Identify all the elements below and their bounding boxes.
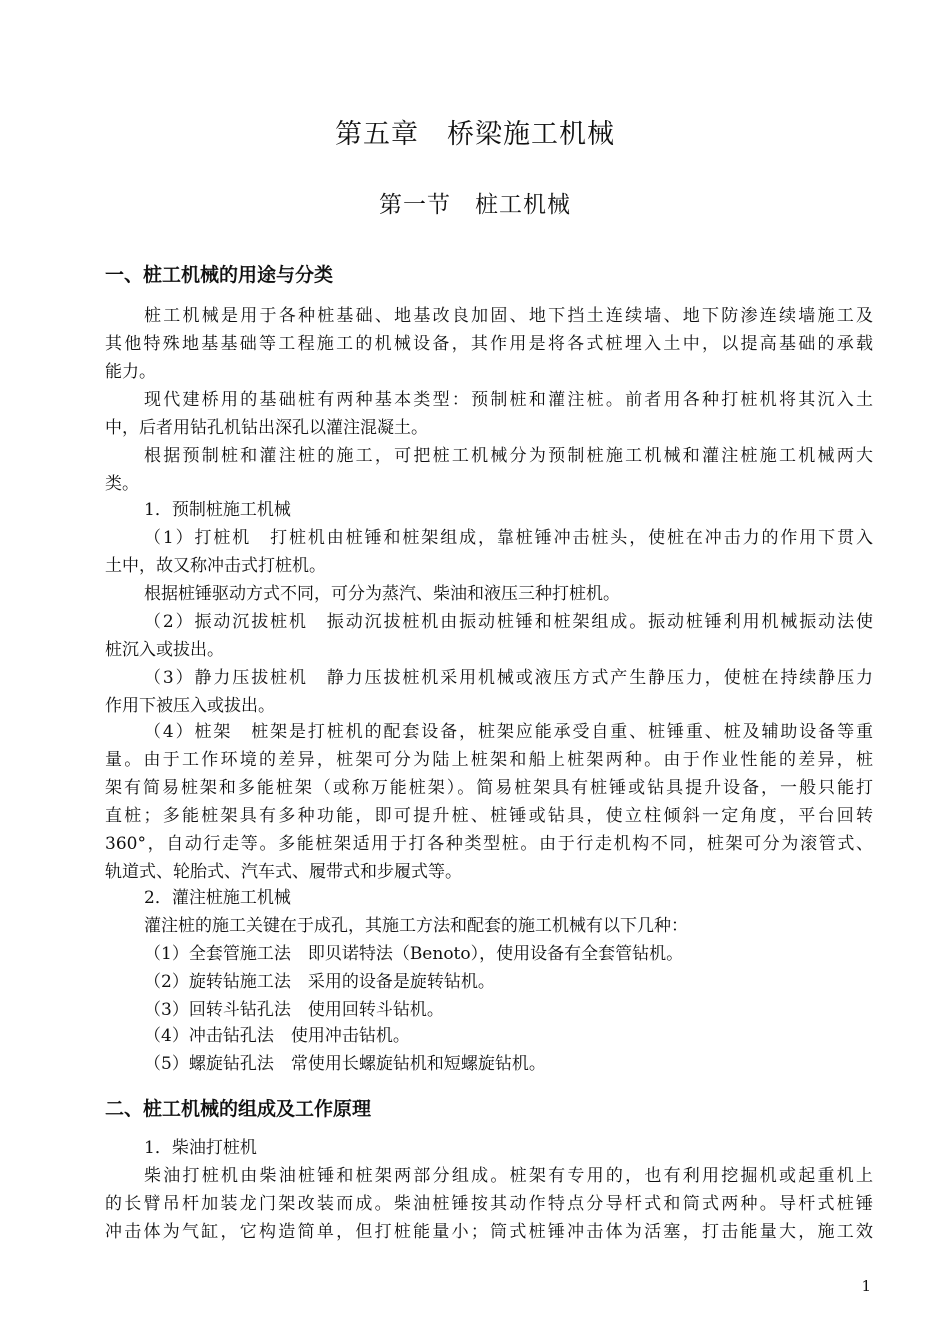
paragraph-line: 桩工机械是用于各种桩基础、地基改良加固、地下挡土连续墙、地下防渗连续墙施工及: [144, 306, 873, 326]
subheading-precast-pile-machinery: 1．预制桩施工机械: [144, 500, 291, 520]
subheading-diesel-pile-driver: 1．柴油打桩机: [144, 1138, 257, 1158]
paragraph-line: 直桩；多能桩架具有多种功能，即可提升桩、桩锤或钻具，使立柱倾斜一定角度，平台回转: [105, 806, 873, 826]
paragraph-line: 架有简易桩架和多能桩架（或称万能桩架）。简易桩架具有桩锤或钻具提升设备，一般只能打: [105, 778, 873, 798]
paragraph-line: 桩沉入或拔出。: [105, 640, 224, 660]
list-item: （4）冲击钻孔法 使用冲击钻机。: [144, 1026, 410, 1046]
paragraph-line: 柴油打桩机由柴油桩锤和桩架两部分组成。桩架有专用的，也有利用挖掘机或起重机上: [144, 1166, 873, 1186]
paragraph-line: 作用下被压入或拔出。: [105, 696, 275, 716]
paragraph-line: （1）打桩机 打桩机由桩锤和桩架组成，靠桩锤冲击桩头，使桩在冲击力的作用下贯入: [144, 528, 873, 548]
list-item: （3）回转斗钻孔法 使用回转斗钻机。: [144, 1000, 444, 1020]
paragraph-line: 的长臂吊杆加装龙门架改装而成。柴油桩锤按其动作特点分导杆式和筒式两种。导杆式桩锤: [105, 1194, 873, 1214]
list-item: （1）全套管施工法 即贝诺特法（Benoto），使用设备有全套管钻机。: [144, 944, 684, 964]
paragraph-line: （4）桩架 桩架是打桩机的配套设备，桩架应能承受自重、桩锤重、桩及辅助设备等重: [144, 722, 873, 742]
paragraph-line: 冲击体为气缸，它构造简单，但打桩能量小；筒式桩锤冲击体为活塞，打击能量大，施工效: [105, 1222, 873, 1242]
paragraph-line: 现代建桥用的基础桩有两种基本类型：预制桩和灌注桩。前者用各种打桩机将其沉入土: [144, 390, 873, 410]
page-number: 1: [861, 1277, 871, 1295]
paragraph-line: （3）静力压拔桩机 静力压拔桩机采用机械或液压方式产生静压力，使桩在持续静压力: [144, 668, 873, 688]
list-item: （2）旋转钻施工法 采用的设备是旋转钻机。: [144, 972, 495, 992]
paragraph-line: 能力。: [105, 362, 156, 382]
paragraph-line: 根据桩锤驱动方式不同，可分为蒸汽、柴油和液压三种打桩机。: [144, 584, 620, 604]
section-title: 第一节 桩工机械: [379, 192, 571, 218]
heading-composition-and-principle: 二、桩工机械的组成及工作原理: [105, 1098, 372, 1120]
paragraph-line: 量。由于工作环境的差异，桩架可分为陆上桩架和船上桩架两种。由于作业性能的差异，桩: [105, 750, 873, 770]
paragraph-line: 根据预制桩和灌注桩的施工，可把桩工机械分为预制桩施工机械和灌注桩施工机械两大: [144, 446, 873, 466]
paragraph-line: 土中，故又称冲击式打桩机。: [105, 556, 326, 576]
paragraph-line: 灌注桩的施工关键在于成孔，其施工方法和配套的施工机械有以下几种：: [144, 916, 688, 936]
heading-uses-and-classification: 一、桩工机械的用途与分类: [105, 264, 334, 286]
paragraph-line: （2）振动沉拔桩机 振动沉拔桩机由振动桩锤和桩架组成。振动桩锤利用机械振动法使: [144, 612, 873, 632]
list-item: （5）螺旋钻孔法 常使用长螺旋钻机和短螺旋钻机。: [144, 1054, 546, 1074]
subheading-bored-pile-machinery: 2．灌注桩施工机械: [144, 888, 291, 908]
paragraph-line: 360°，自动行走等。多能桩架适用于打各种类型桩。由于行走机构不同，桩架可分为滚管式、: [105, 834, 873, 854]
chapter-title: 第五章 桥梁施工机械: [335, 119, 615, 150]
paragraph-line: 轨道式、轮胎式、汽车式、履带式和步履式等。: [105, 862, 462, 882]
paragraph-line: 其他特殊地基基础等工程施工的机械设备，其作用是将各式桩埋入土中，以提高基础的承载: [105, 334, 873, 354]
paragraph-line: 中，后者用钻孔机钻出深孔以灌注混凝土。: [105, 418, 428, 438]
paragraph-line: 类。: [105, 474, 139, 494]
